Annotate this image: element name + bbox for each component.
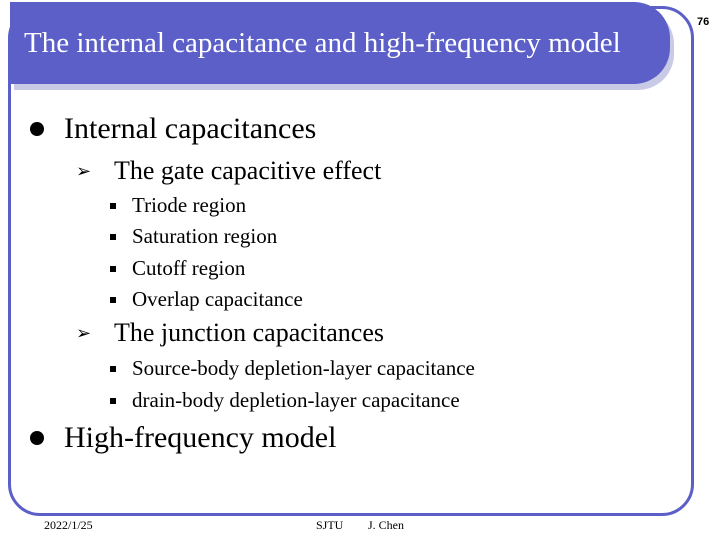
arrow-bullet-icon: ➢ (76, 160, 92, 182)
sub-sub-item (110, 356, 475, 381)
bullet-text: High-frequency model (64, 421, 337, 454)
square-bullet-icon (110, 266, 116, 272)
sub-sub-item (110, 287, 303, 312)
round-bullet-icon (30, 431, 44, 445)
footer-org: SJTU (316, 518, 344, 532)
sub-sub-item (110, 193, 246, 218)
square-bullet-icon (110, 203, 116, 209)
square-bullet-icon (110, 234, 116, 240)
bullet-item-high-frequency-model (30, 421, 336, 455)
footer-author: J. Chen (368, 518, 404, 532)
sub-item-text: The gate capacitive effect (114, 156, 382, 185)
square-bullet-icon (110, 366, 116, 372)
sub-sub-item (110, 388, 460, 413)
arrow-bullet-icon: ➢ (76, 322, 92, 344)
sub-sub-item-text: Cutoff region (132, 256, 246, 280)
sub-item-gate-capacitive-effect (76, 156, 381, 186)
sub-item-text: The junction capacitances (114, 318, 384, 347)
sub-sub-item-text: Source-body depletion-layer capacitance (132, 356, 475, 380)
footer-date: 2022/1/25 (44, 518, 93, 532)
sub-item-junction-capacitances (76, 318, 384, 348)
sub-sub-item-text: drain-body depletion-layer capacitance (132, 388, 460, 412)
sub-sub-item-text: Overlap capacitance (132, 287, 303, 311)
sub-sub-item (110, 224, 277, 249)
bullet-item-internal-capacitances (30, 112, 316, 146)
sub-sub-item-text: Triode region (132, 193, 247, 217)
sub-sub-item (110, 256, 245, 281)
page-number: 76 (697, 16, 710, 28)
sub-sub-item-text: Saturation region (132, 224, 278, 248)
bullet-text: Internal capacitances (64, 112, 317, 145)
round-bullet-icon (30, 122, 44, 136)
square-bullet-icon (110, 297, 116, 303)
square-bullet-icon (110, 398, 116, 404)
slide-title: The internal capacitance and high-frequency model (24, 26, 621, 59)
